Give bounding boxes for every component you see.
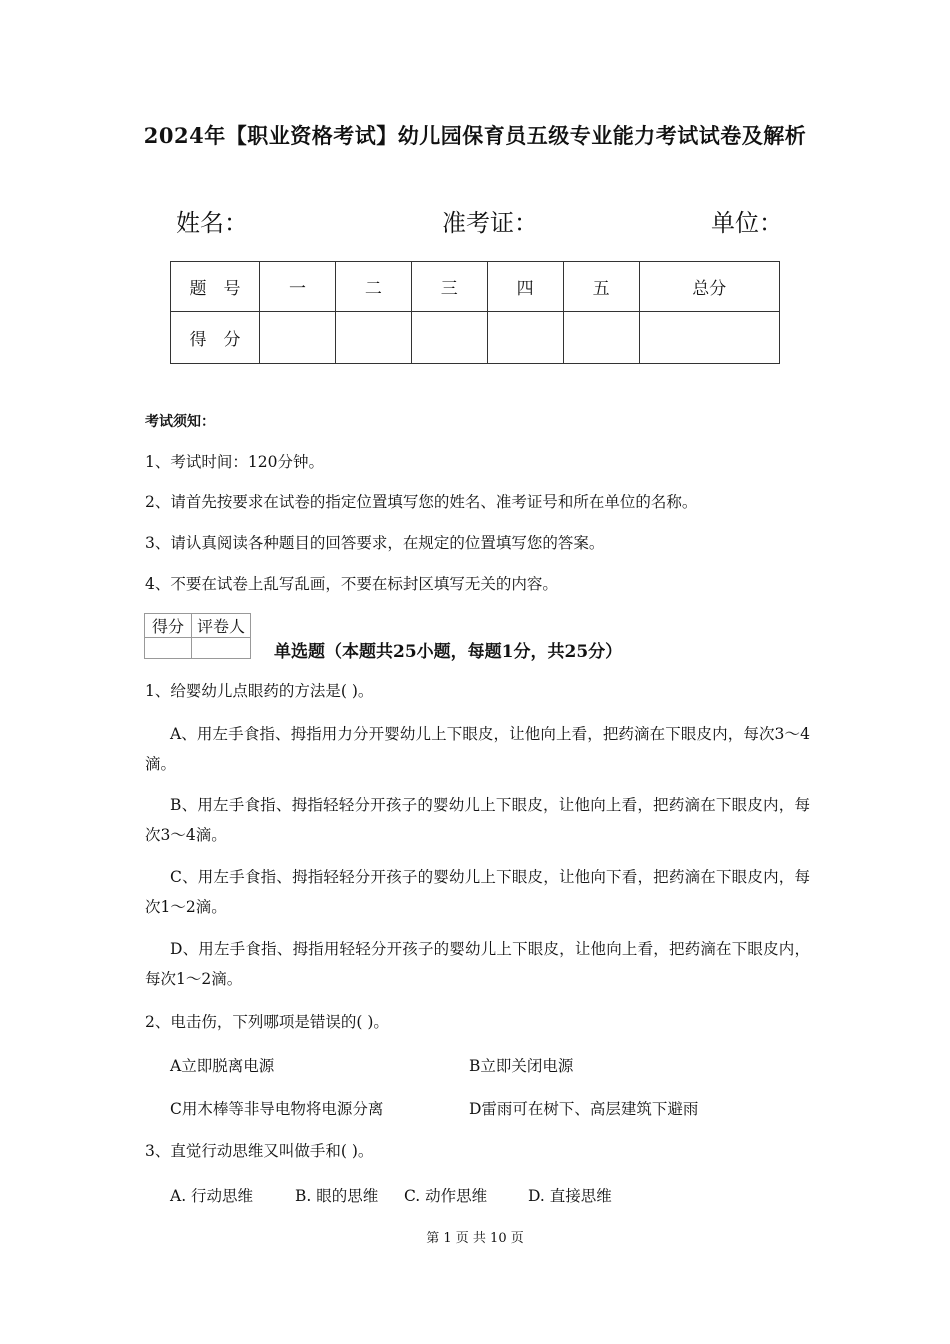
question-option: C. 动作思维 [404,1187,488,1205]
score-table-header-cell: 二 [335,262,411,312]
question-option: A、用左手食指、拇指用力分开婴幼儿上下眼皮，让他向上看，把药滴在下眼皮内，每次3～4滴。 [145,725,810,773]
question-option: B. 眼的思维 [295,1187,379,1205]
question-option: A立即脱离电源 [170,1057,275,1075]
score-table-header-cell: 五 [563,262,639,312]
score-cell [487,312,563,364]
score-table-header-cell: 三 [411,262,487,312]
score-table-score-row [171,312,780,364]
notice-item: 4、不要在试卷上乱写乱画，不要在标封区填写无关的内容。 [145,575,558,593]
grader-box [144,613,251,659]
unit-field-label: 单位： [711,209,783,237]
grader-score-cell [145,638,192,659]
section-title: 单选题（本题共25小题，每题1分，共25分） [274,642,623,662]
score-cell [335,312,411,364]
score-row-label: 得 分 [171,312,260,364]
document-title: 2024年【职业资格考试】幼儿园保育员五级专业能力考试试卷及解析 [143,123,807,148]
notice-heading: 考试须知： [145,414,215,430]
question-stem: 2、电击伤，下列哪项是错误的( )。 [145,1013,389,1031]
grader-score-label: 得分 [145,614,192,638]
score-table-header-cell: 总分 [639,262,779,312]
question-option: D、用左手食指、拇指用轻轻分开孩子的婴幼儿上下眼皮，让他向上看，把药滴在下眼皮内，每次1～2滴。 [145,940,810,988]
score-table [170,261,780,364]
question-option: C用木棒等非导电物将电源分离 [170,1100,384,1118]
score-cell [563,312,639,364]
page-footer: 第 1 页 共 10 页 [426,1231,524,1246]
question-option: C、用左手食指、拇指轻轻分开孩子的婴幼儿上下眼皮，让他向下看，把药滴在下眼皮内，每次1～2滴。 [145,868,810,916]
question-stem: 3、直觉行动思维又叫做手和( )。 [145,1142,374,1160]
question-stem: 1、给婴幼儿点眼药的方法是( )。 [145,682,374,700]
notice-item: 3、请认真阅读各种题目的回答要求，在规定的位置填写您的答案。 [145,534,605,552]
question-option: A. 行动思维 [170,1187,254,1205]
score-table-header-cell: 题 号 [171,262,260,312]
question-option: B、用左手食指、拇指轻轻分开孩子的婴幼儿上下眼皮，让他向上看，把药滴在下眼皮内，每次3～4滴。 [145,796,810,844]
score-table-header-cell: 一 [260,262,336,312]
exam-id-field-label: 准考证： [442,209,538,237]
notice-item: 1、考试时间：120分钟。 [145,453,324,471]
score-cell [411,312,487,364]
question-option: B立即关闭电源 [469,1057,574,1075]
score-table-header-cell: 四 [487,262,563,312]
score-cell [260,312,336,364]
question-option: D雷雨可在树下、高层建筑下避雨 [469,1100,699,1118]
notice-item: 2、请首先按要求在试卷的指定位置填写您的姓名、准考证号和所在单位的名称。 [145,493,698,511]
grader-reviewer-cell [192,638,251,659]
name-field-label: 姓名： [176,209,248,237]
grader-reviewer-label: 评卷人 [192,614,251,638]
score-cell [639,312,779,364]
score-table-header-row [171,262,780,312]
question-option: D. 直接思维 [528,1187,612,1205]
